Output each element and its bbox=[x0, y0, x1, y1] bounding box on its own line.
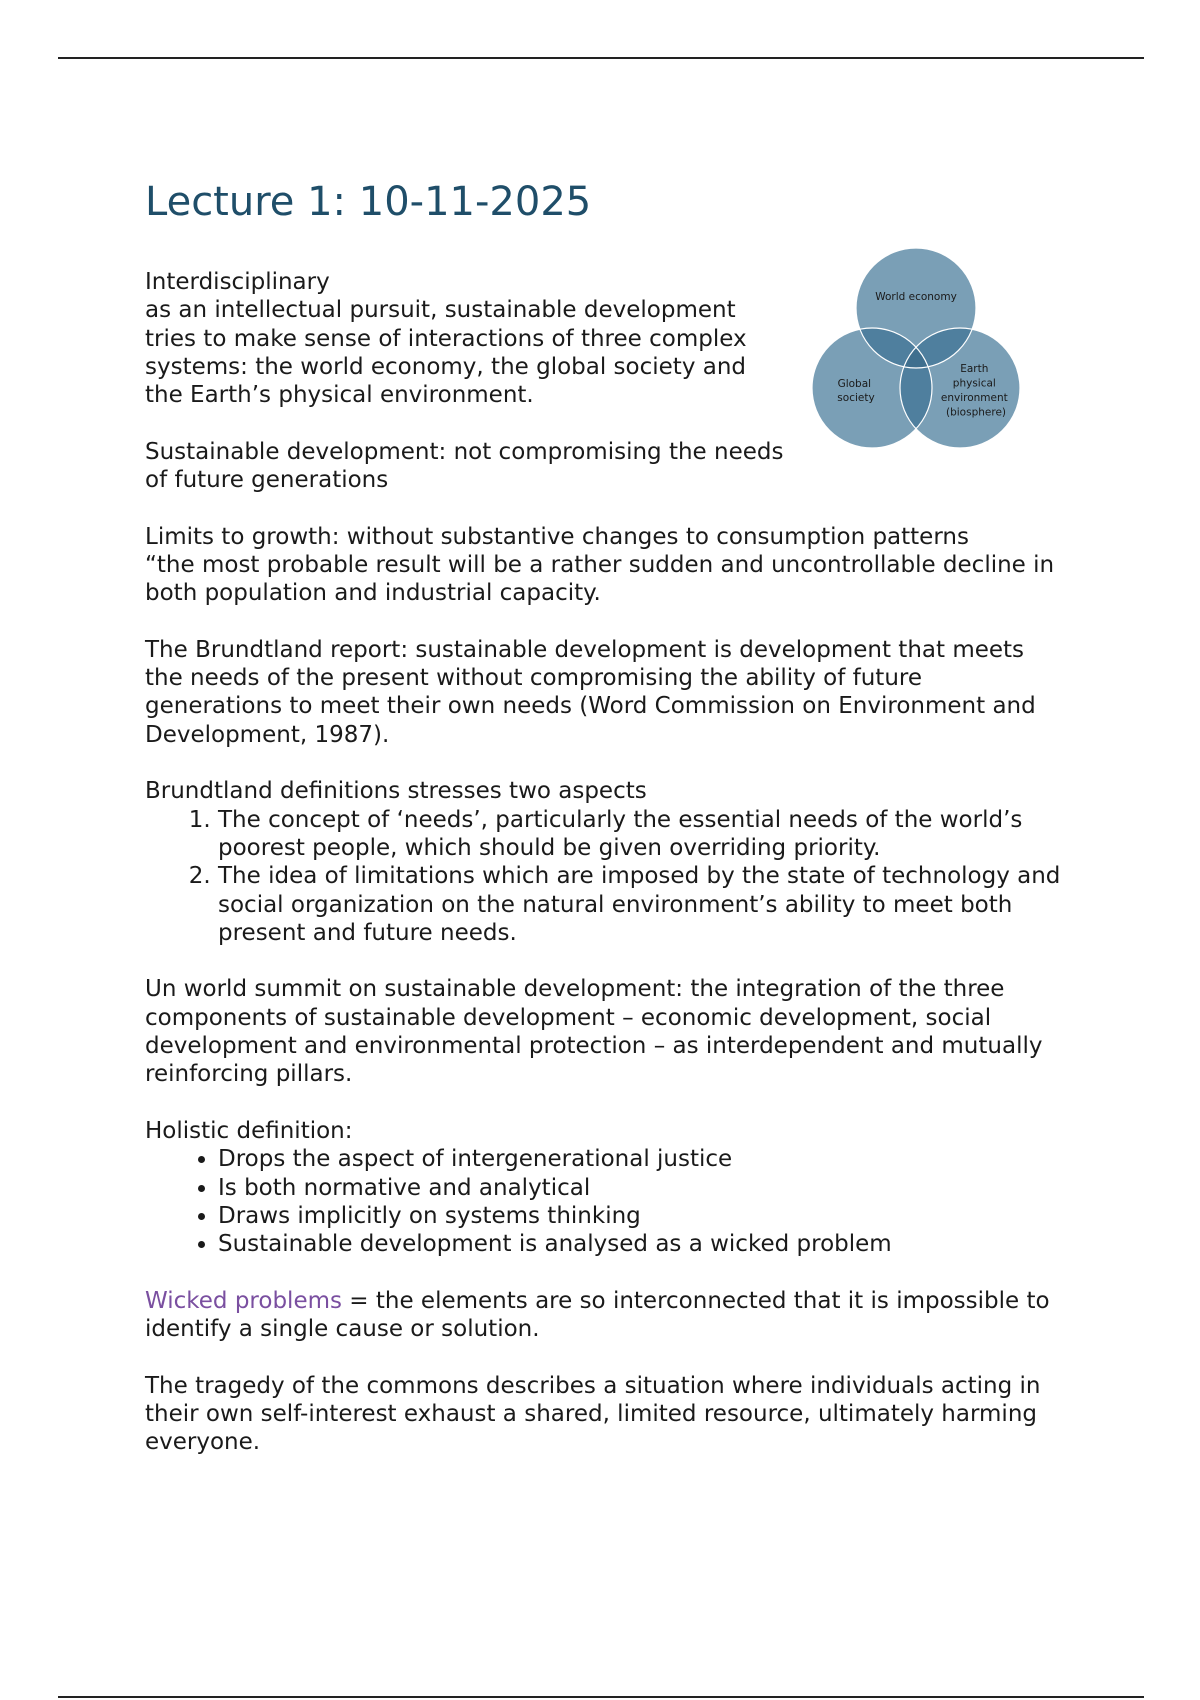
list-item: 2. The idea of limitations which are imposed by the state of technology and social organization on the natural environment’s ability to meet both present and future needs. bbox=[218, 862, 1065, 947]
limits-line-1: Limits to growth: without substantive changes to consumption patterns bbox=[145, 523, 969, 550]
brundtland-report-paragraph: The Brundtland report: sustainable development is development that meets the needs of the present without compromising the ability of future generations to meet their own needs (Word Commission on Environment and Development, 1987). bbox=[145, 636, 1036, 748]
page-title: Lecture 1: 10-11-2025 bbox=[145, 179, 592, 225]
intro-text: as an intellectual pursuit, sustainable development tries to make sense of interactions of three complex systems: the world economy, the global society and the Earth’s physical environment. bbox=[145, 297, 747, 409]
intro-paragraph bbox=[145, 268, 785, 409]
limits-line-2: “the most probable result will be a rather sudden and uncontrollable decline in both population and industrial capacity. bbox=[145, 551, 1055, 607]
venn-label-global-society: Global society bbox=[837, 378, 875, 404]
wicked-problems-definition: = the elements are so interconnected that it is impossible to identify a single cause or solution. bbox=[145, 1287, 1050, 1342]
list-item: • Drops the aspect of intergenerational justice bbox=[218, 1145, 1065, 1173]
limits-to-growth-paragraph bbox=[145, 523, 1065, 608]
brundtland-aspects-heading: Brundtland definitions stresses two aspects bbox=[145, 778, 647, 805]
holistic-list bbox=[145, 1145, 1065, 1258]
holistic-definition-section bbox=[145, 1117, 1065, 1258]
footer-rule bbox=[58, 1696, 1144, 1698]
brundtland-aspects-list bbox=[145, 806, 1065, 947]
list-item: • Is both normative and analytical bbox=[218, 1174, 1065, 1202]
venn-label-world-economy: World economy bbox=[875, 291, 957, 303]
wicked-problems-term: Wicked problems bbox=[145, 1287, 342, 1314]
holistic-heading: Holistic definition: bbox=[145, 1117, 353, 1144]
tragedy-of-commons-paragraph: The tragedy of the commons describes a situation where individuals acting in their own self-interest exhaust a shared, limited resource, ultimately harming everyone. bbox=[145, 1372, 1041, 1456]
lecture-notes bbox=[145, 268, 1065, 1485]
list-item: 1. The concept of ‘needs’, particularly the essential needs of the world’s poorest people, which should be given overriding priority. bbox=[218, 806, 1065, 863]
un-summit-paragraph: Un world summit on sustainable development: the integration of the three components of sustainable development – economic development, social development and environmental protection – as interdependent and mutually reinforcing pillars. bbox=[145, 976, 1043, 1088]
wicked-problems-paragraph bbox=[145, 1287, 1065, 1344]
brundtland-aspects-section bbox=[145, 777, 1065, 947]
intro-heading: Interdisciplinary bbox=[145, 269, 330, 295]
list-item: • Draws implicitly on systems thinking bbox=[218, 1202, 1065, 1230]
list-item: • Sustainable development is analysed as a wicked problem bbox=[218, 1230, 1065, 1258]
sustainable-development-definition: Sustainable development: not compromising the needs of future generations bbox=[145, 438, 784, 494]
header-rule bbox=[58, 57, 1144, 59]
venn-label-earth-environment: Earth physical environment (biosphere) bbox=[940, 363, 1008, 419]
